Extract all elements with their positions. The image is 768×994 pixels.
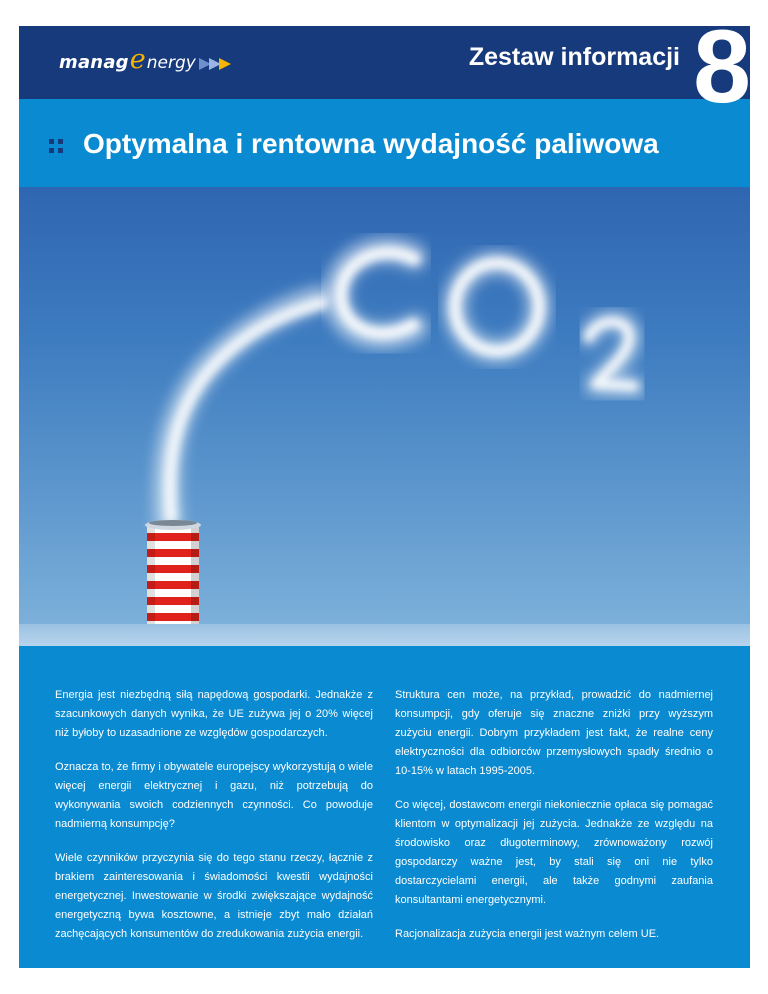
photo-bottom-strip [19, 624, 750, 646]
fact-sheet-number-8 [690, 16, 754, 112]
co2-smoke-chimney-image [19, 187, 750, 624]
manag-energy-logo[interactable] [59, 46, 231, 76]
smoke-illustration [19, 187, 750, 624]
fact-sheet-number-text: 8 [693, 16, 751, 112]
paragraph: Energia jest niezbędną siłą napędową gospodarki. Jednakże z szacunkowych danych wynika, że UE zużywa jej o 20% więcej niż byłoby to uzasadnione ze względów gospodarczych. [55, 689, 373, 739]
logo-arrows-icon [199, 57, 231, 71]
fact-sheet-page [19, 16, 751, 968]
paragraph: Oznacza to, że firmy i obywatele europejscy wykorzystują o wiele więcej energii elektrycznej i gazu, niż potrzebują do wykonywania swoich codziennych czynności. Co powoduje nadmierną konsumpcję? [55, 761, 373, 830]
page-title: Optymalna i rentowna wydajność paliwowa [83, 128, 659, 159]
paragraph: Racjonalizacja zużycia energii jest ważnym celem UE. [395, 928, 660, 940]
title-band [19, 113, 750, 185]
fact-sheet-label: Zestaw informacji [468, 43, 680, 71]
title-bullet-icon [49, 139, 63, 153]
header-band [19, 16, 751, 112]
paragraph: Co więcej, dostawcom energii niekoniecznie opłaca się pomagać klientom w optymalizacji jej zużycia. Jednakże ze względu na środowisko oraz długoterminowy, zrównoważony rozwój gospodarczy ważne jest, by stali się oni nie tylko dostarczycielami energii, ale także godnymi zaufania konsultantami energetycznymi. [395, 799, 713, 906]
logo-text-nergy: nergy [146, 53, 196, 73]
logo-text-manag: manag [59, 52, 129, 73]
logo-text-e: e [129, 44, 146, 75]
content-column-right [395, 686, 713, 959]
paragraph: Struktura cen może, na przykład, prowadzić do nadmiernej konsumpcji, gdy oferuje się znaczne zniżki przy wyższym zużyciu energii. Dobrym przykładem jest fakt, że realne ceny elektryczności dla odbiorców przemysłowych spadły średnio o 10-15% w latach 1995-2005. [395, 689, 713, 777]
content-column-left [55, 686, 373, 959]
paragraph: Wiele czynników przyczynia się do tego stanu rzeczy, łącznie z brakiem zainteresowania i świadomości kwestii wydajności energetycznej. Inwestowanie w środki zwiększające wydajność energetyczną bywa kosztowne, a istnieje zbyt mało działań zachęcających konsumentów do zredukowania zużycia energii. [55, 852, 373, 940]
